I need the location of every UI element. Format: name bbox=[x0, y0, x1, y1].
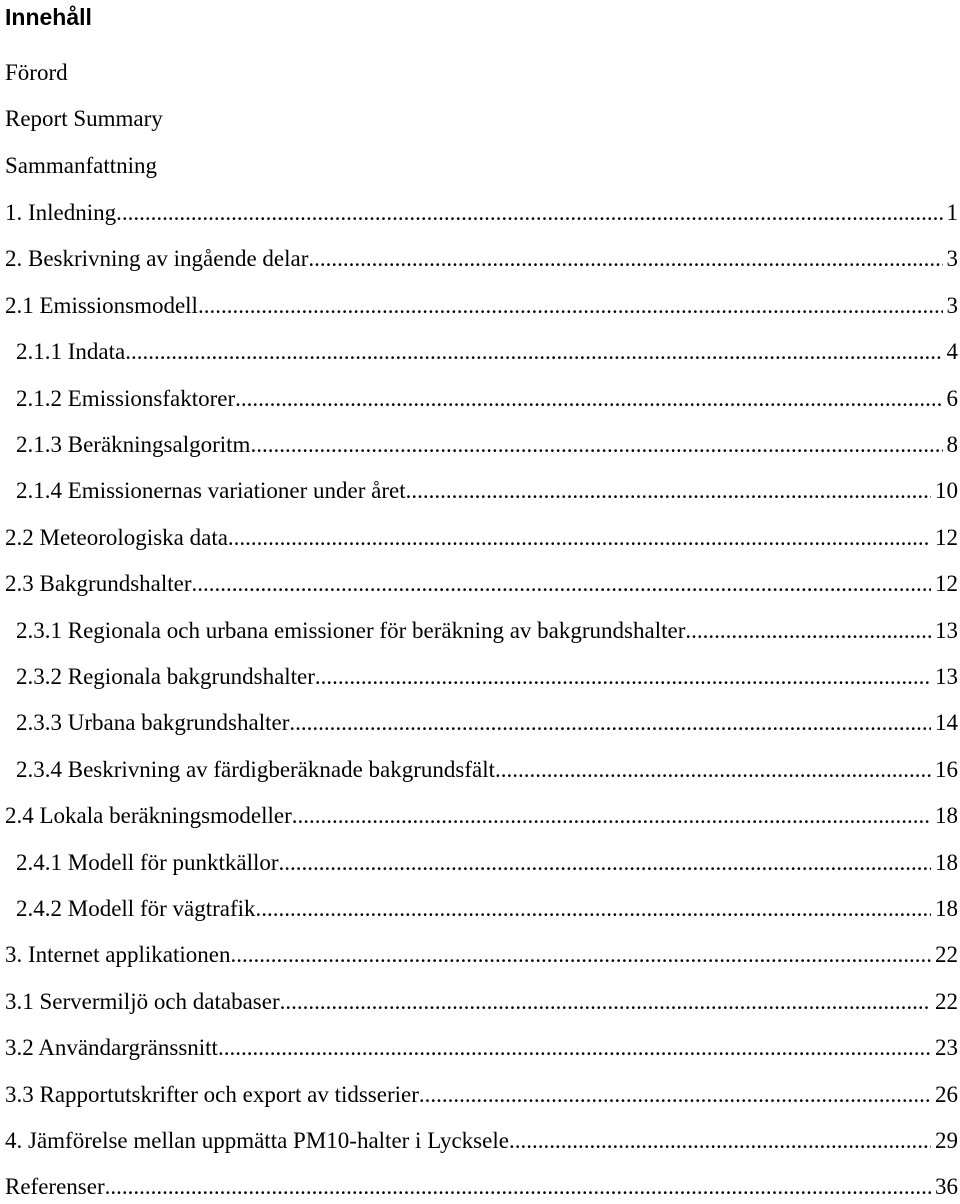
toc-entry-title: 4. Jämförelse mellan uppmätta PM10-halter i Lycksele bbox=[5, 1128, 509, 1153]
toc-dot-leader bbox=[315, 662, 931, 692]
toc-entry-title: 2. Beskrivning av ingående delar bbox=[5, 246, 309, 271]
toc-entry-title: 3.1 Servermiljö och databaser bbox=[5, 989, 280, 1014]
toc-dot-leader bbox=[250, 430, 942, 460]
toc-dot-leader bbox=[125, 337, 942, 367]
toc-dot-leader bbox=[230, 940, 931, 970]
toc-entry[interactable] bbox=[16, 616, 960, 646]
toc-entry[interactable] bbox=[16, 384, 960, 414]
toc-entry[interactable] bbox=[5, 291, 960, 321]
front-matter-item-sammanfattning[interactable]: Sammanfattning bbox=[5, 153, 158, 178]
toc-dot-leader bbox=[685, 616, 931, 646]
toc-entry[interactable] bbox=[16, 894, 960, 924]
toc-entry[interactable] bbox=[16, 476, 960, 506]
toc-entry-page-number: 8 bbox=[946, 432, 958, 457]
toc-dot-leader bbox=[192, 569, 931, 599]
toc-dot-leader bbox=[279, 848, 931, 878]
toc-entry-title: 2.1.1 Indata bbox=[16, 339, 126, 364]
toc-entry[interactable] bbox=[5, 1126, 960, 1156]
toc-entry-page-number: 36 bbox=[935, 1174, 958, 1199]
toc-dot-leader bbox=[105, 1172, 931, 1202]
toc-entry[interactable] bbox=[5, 987, 960, 1017]
toc-entry-page-number: 16 bbox=[935, 757, 958, 782]
toc-entry[interactable] bbox=[5, 1172, 960, 1202]
toc-dot-leader bbox=[198, 291, 943, 321]
toc-entry-title: 2.4.1 Modell för punktkällor bbox=[16, 850, 279, 875]
toc-entry-page-number: 4 bbox=[946, 339, 958, 364]
toc-entry-page-number: 13 bbox=[935, 618, 958, 643]
toc-entry-page-number: 14 bbox=[935, 710, 958, 735]
toc-dot-leader bbox=[495, 755, 931, 785]
toc-entry-page-number: 18 bbox=[935, 803, 958, 828]
toc-entry-page-number: 12 bbox=[935, 571, 958, 596]
toc-entry-title: 2.1.3 Beräkningsalgoritm bbox=[16, 432, 251, 457]
toc-entry-title: 3.3 Rapportutskrifter och export av tidsserier bbox=[5, 1082, 419, 1107]
toc-dot-leader bbox=[509, 1126, 931, 1156]
toc-entry-page-number: 22 bbox=[935, 989, 958, 1014]
toc-entry-title: 2.3.3 Urbana bakgrundshalter bbox=[16, 710, 290, 735]
toc-entry[interactable] bbox=[16, 337, 960, 367]
toc-entry-page-number: 29 bbox=[935, 1128, 958, 1153]
toc-entry-page-number: 3 bbox=[946, 293, 958, 318]
toc-entry-page-number: 18 bbox=[935, 896, 958, 921]
toc-entry-page-number: 10 bbox=[935, 478, 958, 503]
toc-entry[interactable] bbox=[16, 755, 960, 785]
toc-entry-page-number: 1 bbox=[946, 200, 958, 225]
toc-entry-page-number: 12 bbox=[935, 525, 958, 550]
toc-dot-leader bbox=[280, 987, 931, 1017]
toc-entry-title: 2.3.4 Beskrivning av färdigberäknade bakgrundsfält bbox=[16, 757, 496, 782]
toc-entry-title: 2.1 Emissionsmodell bbox=[5, 293, 198, 318]
toc-dot-leader bbox=[292, 801, 931, 831]
toc-dot-leader bbox=[235, 384, 942, 414]
toc-entry[interactable] bbox=[16, 662, 960, 692]
toc-heading: Innehåll bbox=[5, 4, 92, 30]
toc-entry[interactable] bbox=[5, 198, 960, 228]
toc-entry-title: 2.2 Meteorologiska data bbox=[5, 525, 228, 550]
front-matter-item-forord[interactable]: Förord bbox=[5, 60, 68, 85]
toc-entry[interactable] bbox=[5, 569, 960, 599]
toc-entry[interactable] bbox=[16, 848, 960, 878]
toc-dot-leader bbox=[228, 523, 931, 553]
toc-entry-title: 2.1.2 Emissionsfaktorer bbox=[16, 386, 236, 411]
toc-dot-leader bbox=[406, 476, 931, 506]
toc-dot-leader bbox=[308, 244, 942, 274]
toc-entry-title: 2.4 Lokala beräkningsmodeller bbox=[5, 803, 292, 828]
toc-dot-leader bbox=[419, 1080, 931, 1110]
toc-entry[interactable] bbox=[5, 801, 960, 831]
toc-entry-page-number: 22 bbox=[935, 942, 958, 967]
toc-entry-page-number: 26 bbox=[935, 1082, 958, 1107]
toc-entry-page-number: 18 bbox=[935, 850, 958, 875]
toc-entry-title: 2.3.2 Regionala bakgrundshalter bbox=[16, 664, 315, 689]
toc-entry-page-number: 6 bbox=[946, 386, 958, 411]
toc-entry-title: 3. Internet applikationen bbox=[5, 942, 231, 967]
toc-dot-leader bbox=[256, 894, 931, 924]
toc-entry[interactable] bbox=[16, 708, 960, 738]
toc-entry[interactable] bbox=[5, 244, 960, 274]
toc-entry-title: 2.3.1 Regionala och urbana emissioner för beräkning av bakgrundshalter bbox=[16, 618, 686, 643]
toc-entry-title: 1. Inledning bbox=[5, 200, 117, 225]
toc-entry[interactable] bbox=[16, 430, 960, 460]
toc-entry-title: 3.2 Användargränssnitt bbox=[5, 1035, 218, 1060]
toc-entry-title: Referenser bbox=[5, 1174, 105, 1199]
toc-entry-title: 2.3 Bakgrundshalter bbox=[5, 571, 192, 596]
toc-entry-page-number: 3 bbox=[946, 246, 958, 271]
toc-entry-title: 2.4.2 Modell för vägtrafik bbox=[16, 896, 256, 921]
toc-entry[interactable] bbox=[5, 1033, 960, 1063]
toc-entry[interactable] bbox=[5, 940, 960, 970]
toc-dot-leader bbox=[289, 708, 931, 738]
toc-dot-leader bbox=[116, 198, 942, 228]
toc-entry-page-number: 23 bbox=[935, 1035, 958, 1060]
toc-entry-page-number: 13 bbox=[935, 664, 958, 689]
toc-entry[interactable] bbox=[5, 523, 960, 553]
toc-dot-leader bbox=[218, 1033, 931, 1063]
toc-entry-title: 2.1.4 Emissionernas variationer under året bbox=[16, 478, 406, 503]
toc-entry[interactable] bbox=[5, 1080, 960, 1110]
front-matter-item-report-summary[interactable]: Report Summary bbox=[5, 106, 163, 131]
